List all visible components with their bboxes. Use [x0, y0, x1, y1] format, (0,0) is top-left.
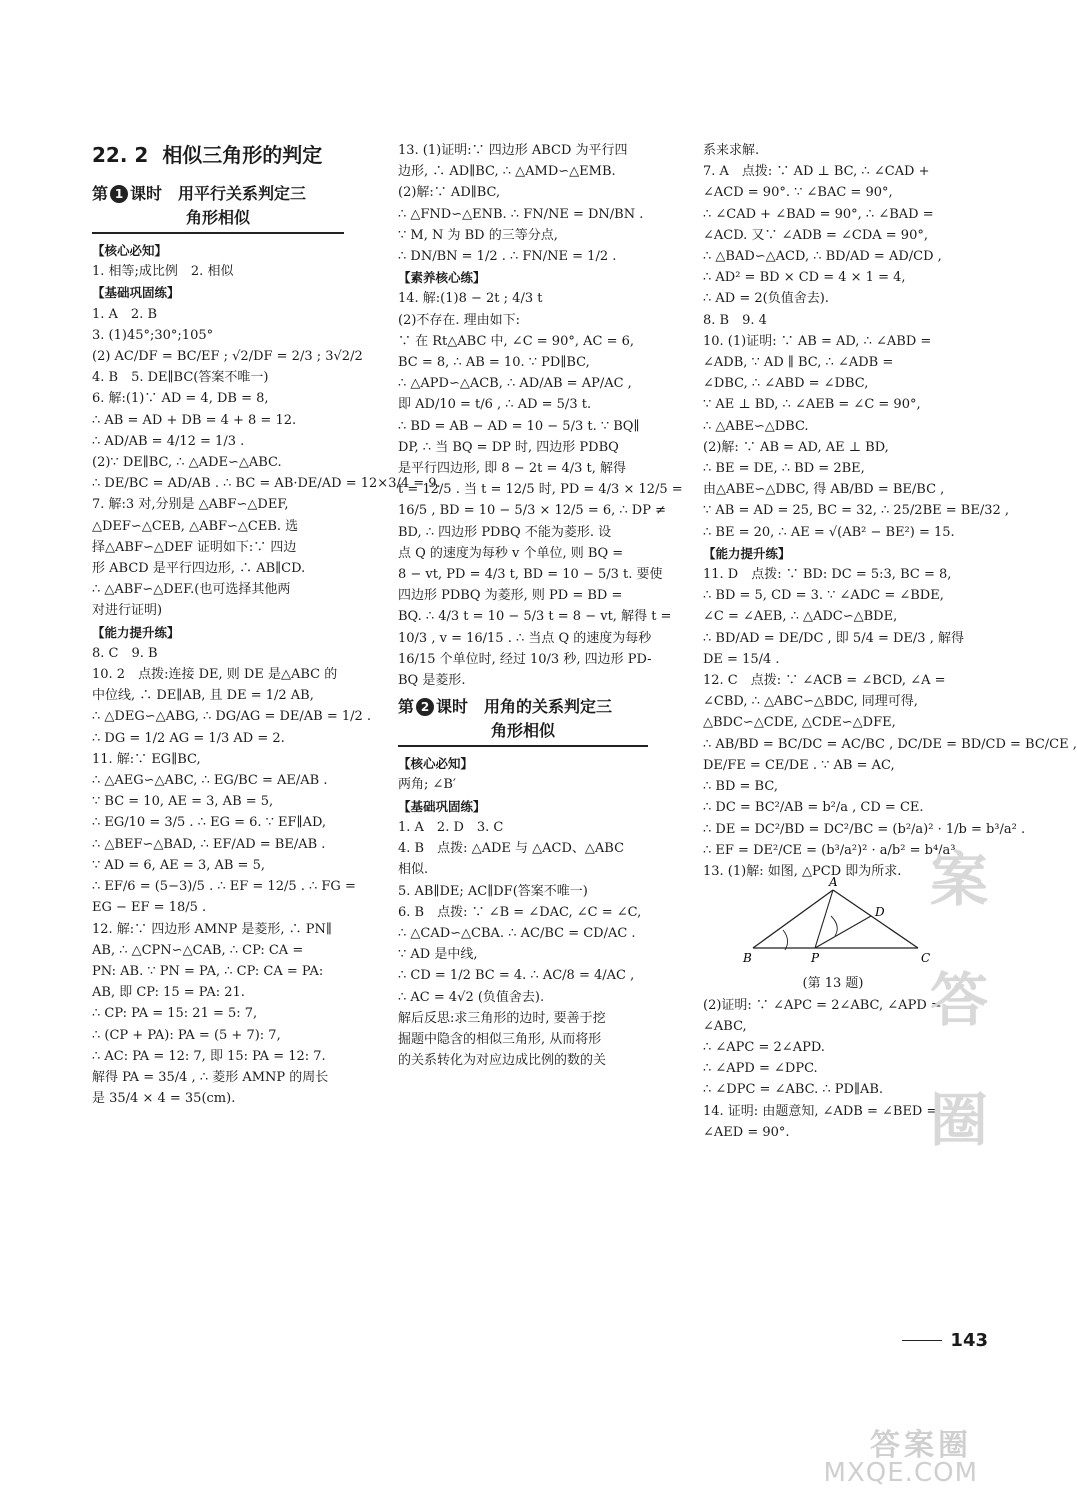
- answer-line: (2)∵ DE∥BC, ∴ △ADE∽△ABC.: [92, 455, 282, 471]
- answer-line: 10. 2 点拨:连接 DE, 则 DE 是△ABC 的: [92, 667, 338, 683]
- answer-line: DE/FE = CE/DE . ∵ AB = AC,: [703, 757, 895, 773]
- arc-mark: [831, 916, 837, 936]
- answer-line: 1. A 2. D 3. C: [398, 819, 504, 835]
- answer-line: △BDC∽△CDE, △CDE∽△DFE,: [703, 715, 896, 731]
- answer-line: EG − EF = 18/5 .: [92, 900, 207, 916]
- answer-line: 14. 证明: 由题意知, ∠ADB = ∠BED =: [703, 1103, 938, 1119]
- answer-line: ∴ DE = DC²/BD = DC²/BC = (b²/a)² · 1/b = b³/a² .: [703, 821, 1026, 837]
- answer-line: 点 Q 的速度为每秒 v 个单位, 则 BQ =: [398, 545, 624, 561]
- answer-line: ∴ ∠CAD + ∠BAD = 90°, ∴ ∠BAD =: [703, 206, 934, 222]
- triangle-figure: [743, 875, 943, 966]
- label-b: B: [743, 951, 752, 966]
- answer-line: 四边形 PDBQ 为菱形, 则 PD = BD =: [398, 588, 623, 604]
- answer-line: 1. A 2. B: [92, 306, 158, 322]
- answer-line: (2)解:∵ AD∥BC,: [398, 185, 501, 201]
- answer-line: ∠ACD = 90°. ∵ ∠BAC = 90°,: [703, 185, 893, 201]
- lesson-prefix: 第: [398, 697, 415, 717]
- answer-line: 掘题中隐含的相似三角形, 从而将形: [398, 1031, 602, 1047]
- label-a: A: [829, 875, 838, 890]
- category-label: 【能力提升练】: [703, 545, 791, 561]
- answer-line: (2)不存在. 理由如下:: [398, 312, 521, 328]
- answer-line: AB, 即 CP: 15 = PA: 21.: [92, 985, 245, 1001]
- answer-line: ∴ DC = BC²/AB = b²/a , CD = CE.: [703, 800, 924, 816]
- answer-line: ∴ ∠DPC = ∠ABC. ∴ PD∥AB.: [703, 1082, 884, 1098]
- answer-line: ∴ AD² = BD × CD = 4 × 1 = 4,: [703, 270, 906, 286]
- edge-ab: [753, 890, 833, 948]
- answer-line: ∴ △BAD∽△ACD, ∴ BD/AD = AD/CD ,: [703, 249, 942, 265]
- answer-line: ∴ ∠APD = ∠DPC.: [703, 1061, 818, 1077]
- answer-line: ∴ EF = DE²/CE = (b³/a²)² · a/b² = b⁴/a³ .: [703, 842, 964, 858]
- answer-line: ∴ ∠APC = 2∠APD.: [703, 1039, 825, 1055]
- answer-line: ∵ AD 是中线,: [398, 947, 478, 963]
- answer-line: 即 AD/10 = t/6 , ∴ AD = 5/3 t.: [398, 397, 592, 413]
- answer-line: 10. (1)证明: ∵ AB = AD, ∴ ∠ABD =: [703, 333, 932, 349]
- answer-line: 5. AB∥DE; AC∥DF(答案不唯一): [398, 883, 588, 899]
- answer-line: ∴ AD/AB = 4/12 = 1/3 .: [92, 433, 245, 449]
- answer-line: 11. D 点拨: ∵ BD: DC = 5:3, BC = 8,: [703, 567, 952, 583]
- answer-line: 11. 解:∵ EG∥BC,: [92, 751, 201, 767]
- answer-line: ∴ BE = 20, ∴ AE = √(AB² − BE²) = 15.: [703, 524, 955, 540]
- answer-line: ∠CBD, ∴ △ABC∽△BDC, 同理可得,: [703, 694, 918, 710]
- category-label: 【素养核心练】: [398, 270, 486, 286]
- answer-line: 4. B 5. DE∥BC(答案不唯一): [92, 370, 269, 386]
- answer-line: ∠ADB, ∵ AD ∥ BC, ∴ ∠ADB =: [703, 355, 894, 371]
- page-number: 143: [902, 1330, 988, 1351]
- answer-line: PN: AB. ∵ PN = PA, ∴ CP: CA = PA:: [92, 963, 324, 979]
- answer-line: 两角; ∠B′: [398, 777, 456, 793]
- answer-line: ∵ BC = 10, AE = 3, AB = 5,: [92, 794, 274, 810]
- answer-line: ∴ △CAD∽△CBA. ∴ AC/BC = CD/AC .: [398, 925, 636, 941]
- answer-line: 7. A 点拨: ∵ AD ⊥ BC, ∴ ∠CAD +: [703, 164, 930, 180]
- answer-line: BQ. ∴ 4/3 t = 10 − 5/3 t = 8 − vt, 解得 t =: [398, 609, 672, 625]
- label-d: D: [875, 905, 885, 920]
- watermark-url: MXQE.COM: [823, 1458, 978, 1488]
- answer-line: ∴ DN/BN = 1/2 . ∴ FN/NE = 1/2 .: [398, 249, 617, 265]
- answer-line: (2) AC/DF = BC/EF ; √2/DF = 2/3 ; 3√2/2: [92, 349, 363, 365]
- answer-line: BC = 8, ∴ AB = 10. ∵ PD∥BC,: [398, 355, 590, 371]
- answer-line: ∴ EF/6 = (5−3)/5 . ∴ EF = 12/5 . ∴ FG =: [92, 879, 356, 895]
- answer-line: 6. B 点拨: ∵ ∠B = ∠DAC, ∠C = ∠C,: [398, 904, 642, 920]
- answer-line: 12. C 点拨: ∵ ∠ACB = ∠BCD, ∠A =: [703, 673, 946, 689]
- answer-line: t = 12/5 . 当 t = 12/5 时, PD = 4/3 × 12/5 =: [398, 482, 683, 498]
- answer-line: ∠ACD. 又∵ ∠ADB = ∠CDA = 90°,: [703, 227, 928, 243]
- answer-line: 8 − vt, PD = 4/3 t, BD = 10 − 5/3 t. 要使: [398, 567, 663, 583]
- answer-line: ∴ CD = 1/2 BC = 4. ∴ AC/8 = 4/AC ,: [398, 968, 635, 984]
- lesson-1-heading: [92, 182, 344, 234]
- label-p: P: [811, 951, 820, 966]
- section-heading: [92, 140, 344, 170]
- figure-caption: (第 13 题): [802, 976, 864, 992]
- answer-line: ∴ AD = 2(负值舍去).: [703, 291, 829, 307]
- answer-line: ∴ CP: PA = 15: 21 = 5: 7,: [92, 1006, 258, 1022]
- answer-line: ∴ BD = AB − AD = 10 − 5/3 t. ∵ BQ∥: [398, 418, 640, 434]
- answer-line: 3. (1)45°;30°;105°: [92, 327, 214, 343]
- answer-line: ∴ (CP + PA): PA = (5 + 7): 7,: [92, 1027, 281, 1043]
- category-label: 【核心必知】: [92, 243, 168, 258]
- answer-list: [398, 140, 683, 691]
- answer-line: ∵ AD = 6, AE = 3, AB = 5,: [92, 857, 265, 873]
- answer-line: 形 ABCD 是平行四边形, ∴ AB∥CD.: [92, 561, 306, 577]
- arc-mark: [783, 930, 788, 950]
- answer-line: ∴ △FND∽△ENB. ∴ FN/NE = DN/BN .: [398, 206, 644, 222]
- answer-line: ∠DBC, ∴ ∠ABD = ∠DBC,: [703, 376, 869, 392]
- answer-line: ∴ AC: PA = 12: 7, 即 15: PA = 12: 7.: [92, 1048, 326, 1064]
- answer-line: ∵ M, N 为 BD 的三等分点,: [398, 227, 558, 243]
- answer-line: 解后反思:求三角形的边时, 要善于挖: [398, 1010, 606, 1026]
- answer-line: ∴ △ABF∽△DEF.(也可选择其他两: [92, 582, 291, 598]
- category-label: 【能力提升练】: [92, 624, 180, 640]
- category-label: 【基础巩固练】: [398, 798, 486, 814]
- answer-line: 边形, ∴ AD∥BC, ∴ △AMD∽△EMB.: [398, 164, 616, 180]
- answer-line: ∴ AB/BD = BC/DC = AC/BC , DC/DE = BD/CD = BC/CE ,: [703, 736, 1077, 752]
- answer-line: 4. B 点拨: △ADE 与 △ACD、△ABC: [398, 841, 625, 857]
- answer-line: BQ 是菱形.: [398, 673, 466, 689]
- answer-line: DE = 15/4 .: [703, 651, 780, 667]
- answer-line: ∴ △ABE∽△DBC.: [703, 418, 809, 434]
- column-middle: [398, 140, 683, 1071]
- answer-line: ∴ BD/AD = DE/DC , 即 5/4 = DE/3 , 解得: [703, 630, 964, 646]
- category-label: 【核心必知】: [398, 756, 474, 772]
- answer-line: ∴ DE/BC = AD/AB . ∴ BC = AB·DE/AD = 12×3/4 = 9.: [92, 476, 441, 492]
- answer-line: 12. 解:∵ 四边形 AMNP 是菱形, ∴ PN∥: [92, 921, 332, 937]
- answer-line: 7. 解:3 对,分别是 △ABF∽△DEF,: [92, 497, 289, 513]
- answer-line: 8. C 9. B: [92, 645, 158, 661]
- answer-line: ∴ AB = AD + DB = 4 + 8 = 12.: [92, 412, 297, 428]
- answer-line: ∵ 在 Rt△ABC 中, ∠C = 90°, AC = 6,: [398, 333, 634, 349]
- answer-line: 8. B 9. 4: [703, 312, 767, 328]
- answer-line: ∴ BD = 5, CD = 3. ∵ ∠ADC = ∠BDE,: [703, 588, 944, 604]
- answer-line: ∴ EG/10 = 3/5 . ∴ EG = 6. ∵ EF∥AD,: [92, 815, 327, 831]
- answer-line: 1. 相等;成比例 2. 相似: [92, 264, 234, 280]
- watermark-logo: 答案圈: [870, 1428, 972, 1463]
- lesson-prefix: 第: [92, 184, 109, 203]
- answer-line: 对进行证明): [92, 603, 163, 619]
- answer-line: ∵ AE ⊥ BD, ∴ ∠AEB = ∠C = 90°,: [703, 397, 921, 413]
- answer-list: [703, 140, 1077, 882]
- answer-line: ∠C = ∠AEB, ∴ △ADC∽△BDE,: [703, 609, 898, 625]
- answer-line: 由△ABE∽△DBC, 得 AB/BD = BE/BC ,: [703, 482, 945, 498]
- category-label: 【基础巩固练】: [92, 285, 180, 301]
- section-title: 相似三角形的判定: [162, 143, 323, 167]
- lesson-title: 课时 用平行关系判定三: [130, 184, 307, 203]
- label-c: C: [921, 951, 931, 966]
- answer-line: ∴ AC = 4√2 (负值舍去).: [398, 989, 545, 1005]
- answer-line: 择△ABF∽△DEF 证明如下:∵ 四边: [92, 539, 297, 555]
- answer-line: ∴ BD = BC,: [703, 779, 778, 795]
- answer-line: 13. (1)证明:∵ 四边形 ABCD 为平行四: [398, 143, 628, 158]
- lesson-number-badge: 2: [416, 698, 434, 716]
- answer-line: 是平行四边形, 即 8 − 2t = 4/3 t, 解得: [398, 461, 627, 477]
- answer-list: [703, 995, 948, 1143]
- lesson-number-badge: 1: [110, 185, 128, 203]
- answer-line: 16/15 个单位时, 经过 10/3 秒, 四边形 PD-: [398, 651, 652, 667]
- lesson-2-heading: [398, 695, 648, 747]
- answer-line: ∴ △DEG∽△ABG, ∴ DG/AG = DE/AB = 1/2 .: [92, 709, 372, 725]
- answer-line: BD, ∴ 四边形 PDBQ 不能为菱形. 设: [398, 524, 612, 540]
- answer-line: ∠ABC,: [703, 1018, 747, 1034]
- answer-line: 解得 PA = 35/4 , ∴ 菱形 AMNP 的周长: [92, 1069, 329, 1085]
- edge-ac: [833, 890, 918, 948]
- answer-line: ∴ DG = 1/2 AG = 1/3 AD = 2.: [92, 730, 285, 746]
- answer-line: 的关系转化为对应边成比例的数的关: [398, 1053, 607, 1069]
- answer-line: ∠AED = 90°.: [703, 1124, 790, 1140]
- answer-line: 是 35/4 × 4 = 35(cm).: [92, 1091, 236, 1107]
- answer-line: ∴ △AEG∽△ABC, ∴ EG/BC = AE/AB .: [92, 773, 328, 789]
- answer-line: 系来求解.: [703, 143, 760, 158]
- answer-line: 14. 解:(1)8 − 2t ; 4/3 t: [398, 291, 543, 307]
- answer-line: ∴ BE = DE, ∴ BD = 2BE,: [703, 461, 865, 477]
- answer-line: (2)证明: ∵ ∠APC = 2∠ABC, ∠APD =: [703, 997, 942, 1013]
- lesson-title: 课时 用角的关系判定三: [436, 697, 613, 717]
- watermark-side: 案 答 圈: [930, 846, 989, 1154]
- answer-line: (2)解: ∵ AB = AD, AE ⊥ BD,: [703, 439, 889, 455]
- answer-line: ∴ △BEF∽△BAD, ∴ EF/AD = BE/AB .: [92, 836, 326, 852]
- answer-line: ∵ AB = AD = 25, BC = 32, ∴ 25/2BE = BE/32 ,: [703, 503, 1010, 519]
- answer-line: 6. 解:(1)∵ AD = 4, DB = 8,: [92, 391, 269, 407]
- answer-line: 中位线, ∴ DE∥AB, 且 DE = 1/2 AB,: [92, 688, 314, 704]
- answer-line: DP, ∴ 当 BQ = DP 时, 四边形 PDBQ: [398, 439, 619, 455]
- answer-line: AB, ∴ △CPN∽△CAB, ∴ CP: CA =: [92, 942, 304, 958]
- answer-line: △DEF∽△CEB, △ABF∽△CEB. 选: [92, 518, 299, 534]
- answer-line: 16/5 , BD = 10 − 5/3 × 12/5 = 6, ∴ DP ≠: [398, 503, 666, 519]
- answer-line: ∴ △APD∽△ACB, ∴ AD/AB = AP/AC ,: [398, 376, 632, 392]
- answer-line: 相似.: [398, 862, 429, 878]
- answer-line: 10/3 , v = 16/15 . ∴ 当点 Q 的速度为每秒: [398, 630, 652, 646]
- answer-list: [398, 753, 648, 1071]
- answer-line: 13. (1)解: 如图, △PCD 即为所求.: [703, 863, 902, 879]
- lesson-title-cont: 角形相似: [490, 721, 555, 741]
- lesson-title-cont: 角形相似: [185, 208, 250, 227]
- section-number: 22. 2: [92, 143, 149, 167]
